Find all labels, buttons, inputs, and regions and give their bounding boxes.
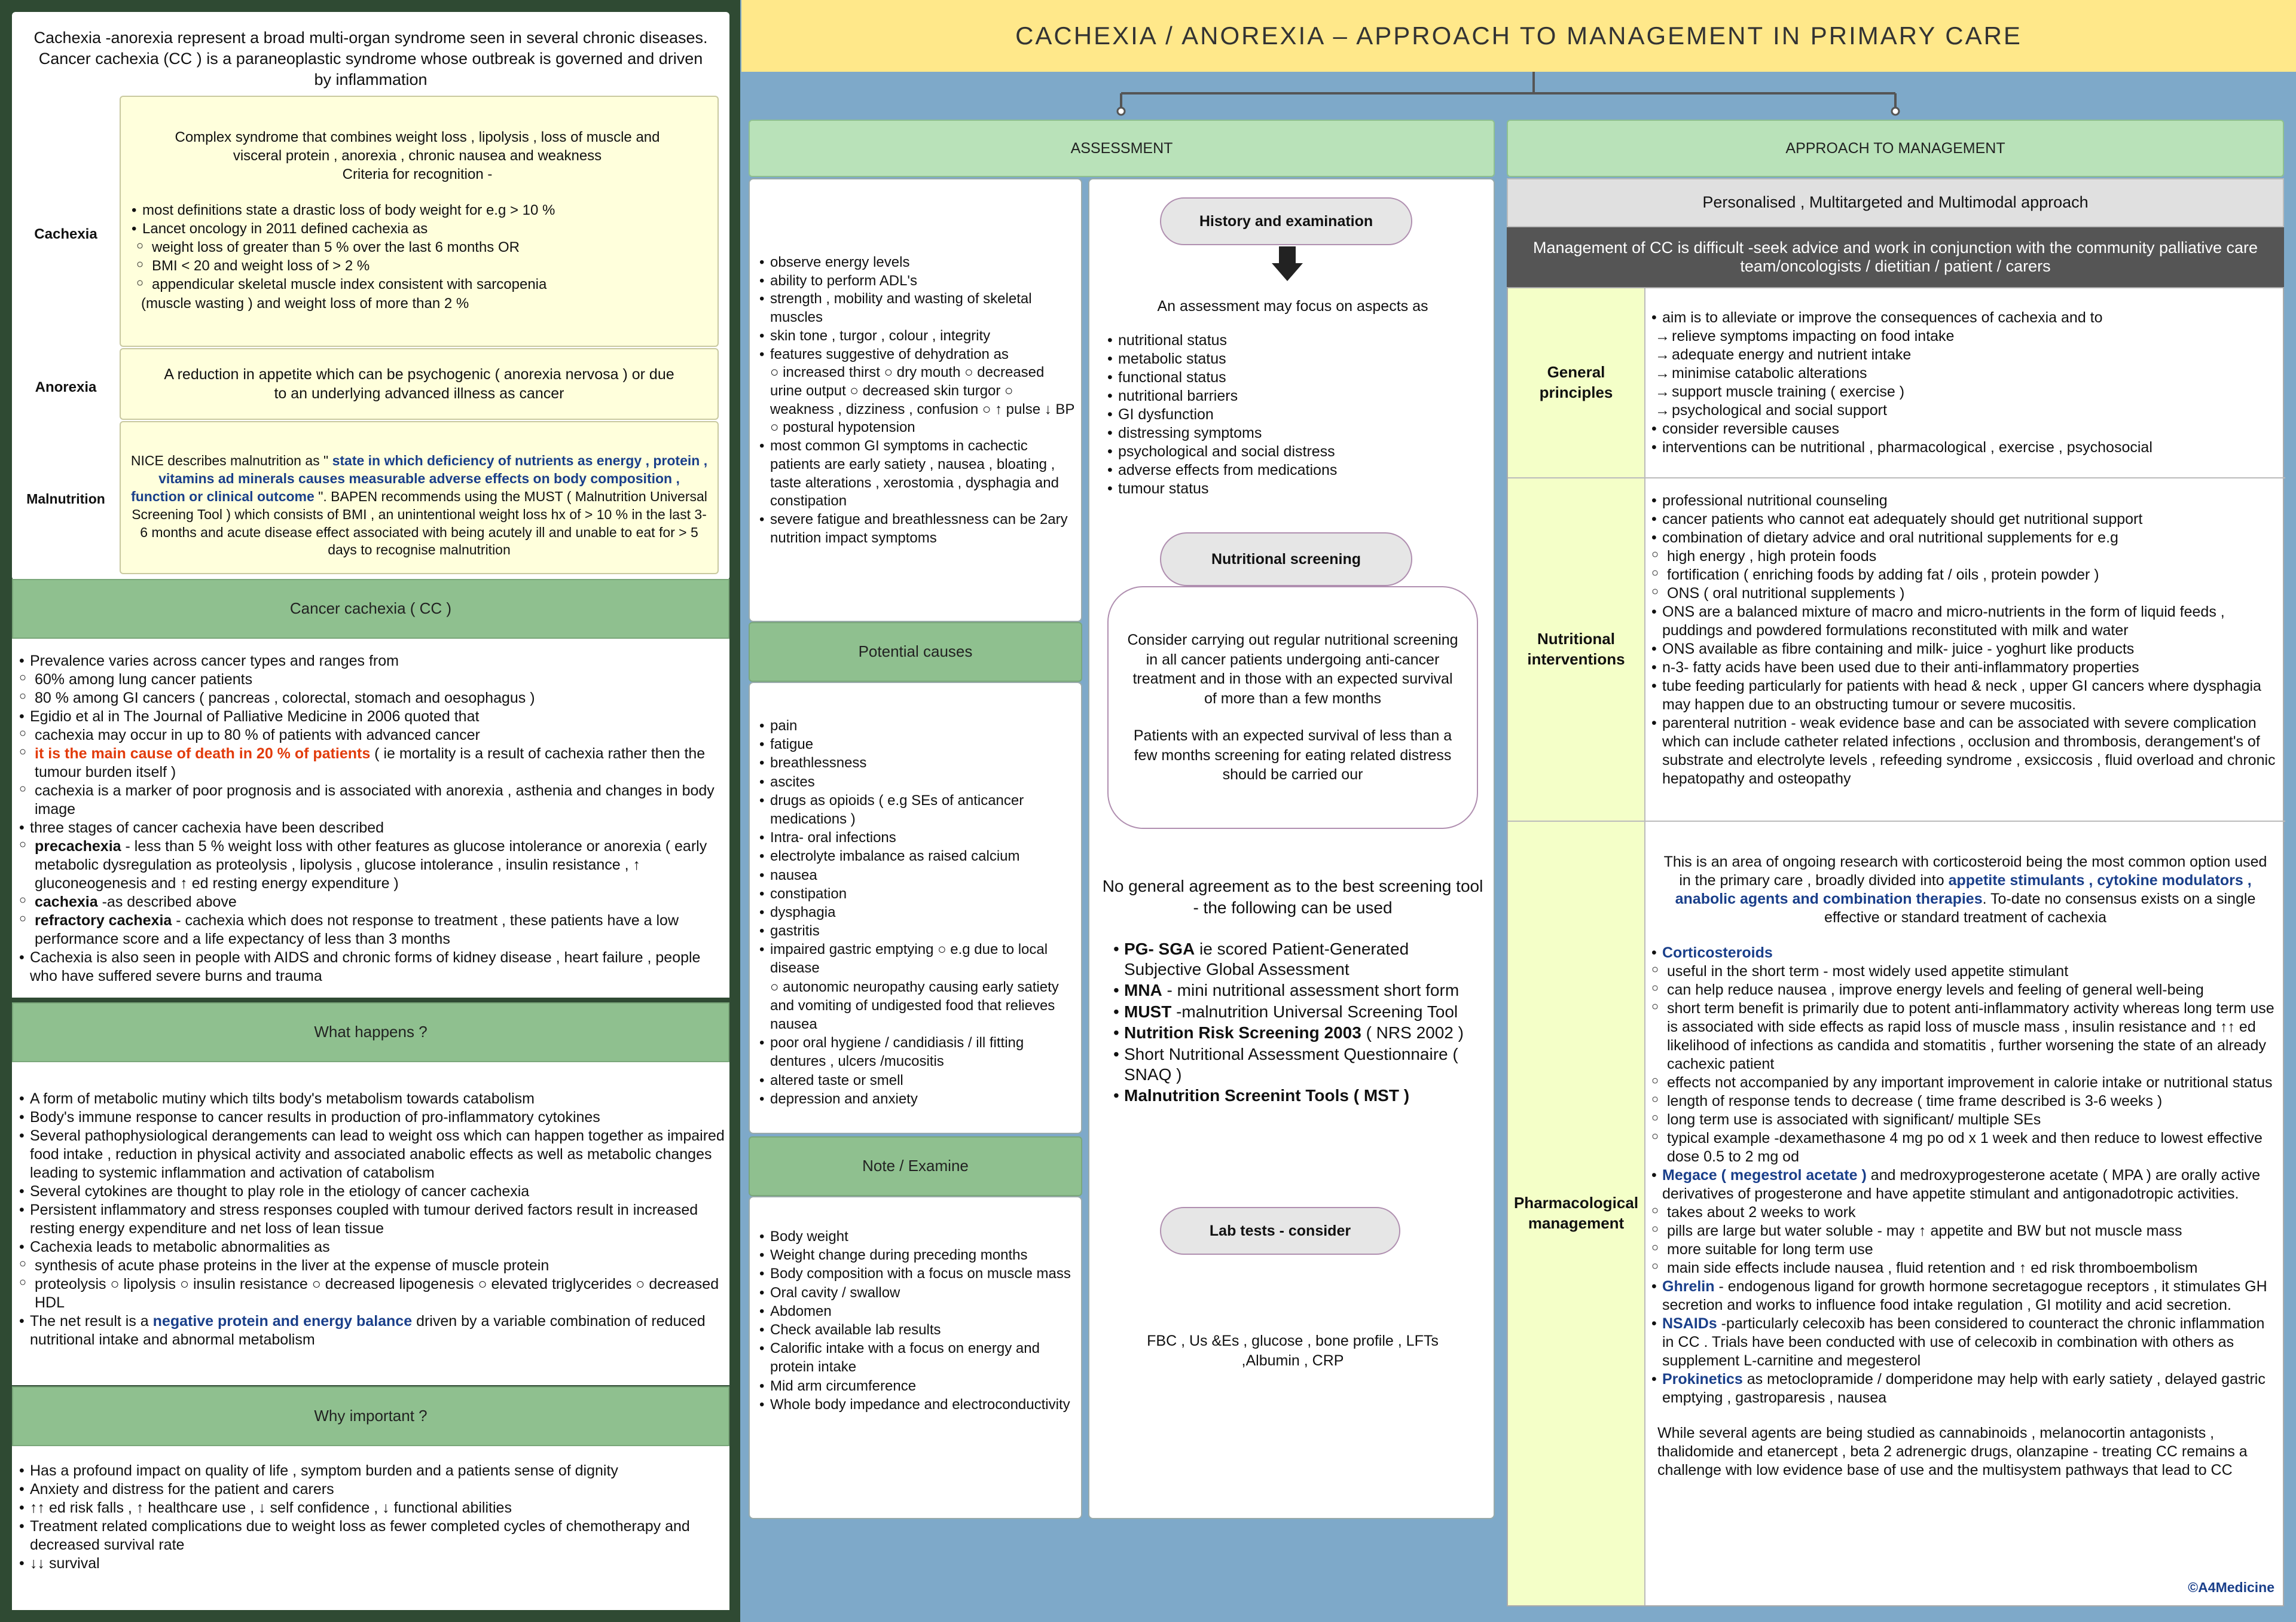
- pharmacological-body: [1651, 853, 2279, 1480]
- cause-item: • fatigue: [759, 735, 1076, 754]
- note-item: • Oral cavity / swallow: [759, 1283, 1076, 1302]
- page-title: CACHEXIA / ANOREXIA – APPROACH TO MANAGEMENT IN PRIMARY CARE: [1015, 21, 2022, 50]
- pm-item: • Prokinetics as metoclopramide / domperidone may help with early satiety , delayed gastric emptying , gastroparesis , nausea: [1651, 1370, 2279, 1407]
- pm-item: • Megace ( megestrol acetate ) and medroxyprogesterone acetate ( MPA ) are orally active derivatives of progesterone and have appetite stimulant and antigonadotropic activities.: [1651, 1166, 2279, 1203]
- ni-sub: ○ ONS ( oral nutritional supplements ): [1651, 584, 2279, 603]
- ni-item: • professional nutritional counseling: [1651, 492, 2279, 510]
- cs-sub: ○ useful in the short term - most widely used appetite stimulant: [1651, 962, 2279, 981]
- tool-item: • Short Nutritional Assessment Questionnaire ( SNAQ ): [1113, 1044, 1478, 1084]
- cs-sub: ○ short term benefit is primarily due to potent anti-inflammatory activity whereas long term use is associated with side effects as rapid loss of muscle mass , insulin resistance and ↑↑ ed likelihood of infections as candida and stomatitis , further worsening the state of an already cachexic patient: [1651, 999, 2279, 1074]
- cause-item: • breathlessness: [759, 754, 1076, 772]
- observe-item: • observe energy levels: [759, 254, 1076, 272]
- observe-item: • most common GI symptoms in cachectic patients are early satiety , nausea , bloating , taste alterations , xerostomia , dysphagia and constipation: [759, 437, 1076, 511]
- wh-bullet: • Persistent inflammatory and stress responses coupled with tumour derived factors result in increased resting energy expenditure and net loss of lean tissue: [19, 1201, 725, 1238]
- observe-box: [749, 178, 1082, 622]
- cs-sub: ○ typical example -dexamethasone 4 mg po od x 1 week and then reduce to lowest effective dose 0.5 to 2 mg od: [1651, 1129, 2279, 1166]
- pm-item: • Corticosteroids: [1651, 944, 2279, 962]
- tool-item: • MNA - mini nutritional assessment short form: [1113, 980, 1478, 1001]
- cc-bullet: • three stages of cancer cachexia have been described: [19, 819, 725, 837]
- note-item: • Body weight: [759, 1227, 1076, 1246]
- cs-sub: ○ length of response tends to decrease ( time frame described is 3-6 weeks ): [1651, 1092, 2279, 1111]
- cachexia-sub: ○ BMI < 20 and weight loss of > 2 %: [136, 257, 703, 275]
- cachexia-sub: ○ weight loss of greater than 5 % over the last 6 months OR: [136, 238, 703, 257]
- ni-item: • combination of dietary advice and oral nutritional supplements for e.g: [1651, 529, 2279, 547]
- cs-sub: ○ long term use is associated with significant/ multiple SEs: [1651, 1111, 2279, 1129]
- wh-sub: ○ synthesis of acute phase proteins in the liver at the expense of muscle protein: [19, 1257, 725, 1275]
- cachexia-criteria: Criteria for recognition -: [342, 166, 493, 183]
- cause-item: • impaired gastric emptying ○ e.g due to local disease: [759, 940, 1076, 977]
- ni-item: • ONS are a balanced mixture of macro and micro-nutrients in the form of liquid feeds , puddings and powdered formulations reconstituted with milk and water: [1651, 603, 2279, 640]
- note-list: [759, 1227, 1076, 1414]
- management-table: [1507, 287, 2284, 1606]
- cause-item: • electrolyte imbalance as raised calcium: [759, 847, 1076, 865]
- general-principles-body: [1651, 309, 2279, 457]
- cc-sub: ○ 60% among lung cancer patients: [19, 670, 725, 689]
- cause-item: • pain: [759, 717, 1076, 735]
- cause-item: • altered taste or smell: [759, 1071, 1076, 1090]
- aspect-item: • psychological and social distress: [1107, 443, 1478, 461]
- wi-bullet: • ↑↑ ed risk falls , ↑ healthcare use , ↓ self confidence , ↓ functional abilities: [19, 1499, 725, 1517]
- what-happens-body: [19, 1090, 725, 1349]
- pm-item: • NSAIDs -particularly celecoxib has been considered to counteract the chronic inflammation in CC . Trials have been conducted with use of celecoxib in combination with others as supplement L-carnitine and megesterol: [1651, 1315, 2279, 1370]
- pharmacological-label: Pharmacological management: [1508, 822, 1645, 1605]
- cc-sub: ○ precachexia - less than 5 % weight loss with other features as glucose intolerance or anorexia ( early metabolic dysregulation as proteolysis , lipolysis , glucose intolerance , insulin resistance , ↑ gluconeogenesis and ↑ ed resting energy expenditure ): [19, 837, 725, 893]
- tool-item: • MUST -malnutrition Universal Screening Tool: [1113, 1002, 1478, 1022]
- ni-sub: ○ high energy , high protein foods: [1651, 547, 2279, 566]
- note-item: • Whole body impedance and electroconductivity: [759, 1395, 1076, 1414]
- focus-text: An assessment may focus on aspects as: [1157, 298, 1428, 315]
- intro-text: Cachexia -anorexia represent a broad multi-organ syndrome seen in several chronic diseases. Cancer cachexia (CC ) is a paraneoplastic syndrome whose outbreak is governed and driven by inflammation: [33, 29, 708, 89]
- cause-item: • ascites: [759, 773, 1076, 791]
- ni-item: • ONS available as fibre containing and milk- juice - yoghurt like products: [1651, 640, 2279, 658]
- cancer-cachexia-body: [19, 652, 725, 986]
- cancer-cachexia-panel: [12, 579, 729, 998]
- wi-bullet: • Has a profound impact on quality of life , symptom burden and a patients sense of dignity: [19, 1462, 725, 1480]
- cs-sub: ○ can help reduce nausea , improve energy levels and feeling of general well-being: [1651, 981, 2279, 999]
- history-screening-box: [1088, 178, 1495, 1519]
- wh-bullet: • Body's immune response to cancer results in production of pro-inflammatory cytokines: [19, 1108, 725, 1127]
- gp-item: • interventions can be nutritional , pharmacological , exercise , psychosocial: [1651, 438, 2279, 457]
- note-item: • Mid arm circumference: [759, 1377, 1076, 1395]
- mg-sub: ○ takes about 2 weeks to work: [1651, 1203, 2279, 1222]
- observe-item: • skin tone , turgor , colour , integrity: [759, 327, 1076, 346]
- screening-text-2: Patients with an expected survival of less than a few months screening for eating related distress should be carried our: [1133, 727, 1452, 783]
- ni-item: • parenteral nutrition - weak evidence base and can be associated with severe complication which can include catheter related infections , occlusion and thrombosis, derangement's of substrate and electrolyte levels , refeeding syndrome , exsiccosis , fluid overload and chronic hepatopathy and osteopathy: [1651, 714, 2279, 788]
- no-agreement-text: No general agreement as to the best screening tool - the following can be used: [1102, 877, 1483, 917]
- wh-bullet: • The net result is a negative protein and energy balance driven by a variable combination of reduced nutritional intake and abnormal metabolism: [19, 1312, 725, 1349]
- copyright: ©A4Medicine: [2188, 1580, 2274, 1596]
- cause-item: • poor oral hygiene / candidiasis / ill fitting dentures , ulcers /mucositis: [759, 1033, 1076, 1071]
- note-item: • Body composition with a focus on muscle mass: [759, 1264, 1076, 1283]
- observe-items: [759, 254, 1076, 364]
- tool-item: • Malnutrition Screenint Tools ( MST ): [1113, 1086, 1478, 1106]
- gp-arrow-item: → adequate energy and nutrient intake: [1651, 346, 2279, 364]
- wh-bullet: • Cachexia leads to metabolic abnormalities as: [19, 1238, 725, 1257]
- gp-arrow-item: → minimise catabolic alterations: [1651, 364, 2279, 383]
- wi-bullet: • Anxiety and distress for the patient and carers: [19, 1480, 725, 1499]
- assessment-header: ASSESSMENT: [749, 120, 1495, 177]
- cc-sub: ○ cachexia is a marker of poor prognosis and is associated with anorexia , asthenia and changes in body image: [19, 782, 725, 819]
- malnutrition-text: NICE describes malnutrition as " state in which deficiency of nutrients as energy , protein , vitamins ad minerals causes measurable adverse effects on body composition , function or clinical outcome ". BAPEN recommends using the MUST ( Malnutrition Universal Screening Tool ) which consists of BMI , an unintentional weight loss hx of > 10 % in the last 3-6 months and acute disease effect associated with being acutely ill and unable to eat for > 5 days to recognise malnutrition: [130, 453, 708, 558]
- cc-sub: ○ 80 % among GI cancers ( pancreas , colorectal, stomach and oesophagus ): [19, 689, 725, 708]
- lab-tests-text: FBC , Us &Es , glucose , bone profile , LFTs ,Albumin , CRP: [1147, 1333, 1439, 1369]
- cause-item: • nausea: [759, 866, 1076, 885]
- cachexia-sub-cont: (muscle wasting ) and weight loss of more than 2 %: [141, 295, 469, 312]
- aspect-item: • adverse effects from medications: [1107, 461, 1478, 480]
- malnutrition-label: Malnutrition: [26, 491, 105, 507]
- screening-box: [1107, 586, 1478, 829]
- cause-item: • constipation: [759, 885, 1076, 903]
- wh-bullet: • Several pathophysiological derangements can lead to weight oss which can happen together as impaired food intake , reduction in physical activity and associated anabolic effects as well as metabolic changes leading to systemic inflammation and activation of catabolism: [19, 1127, 725, 1182]
- cause-item: • Intra- oral infections: [759, 828, 1076, 847]
- note-examine-header: Note / Examine: [749, 1136, 1082, 1196]
- note-item: • Check available lab results: [759, 1321, 1076, 1339]
- management-header: APPROACH TO MANAGEMENT: [1507, 120, 2284, 177]
- title-connector: [741, 72, 2296, 120]
- cachexia-definition-box: [120, 96, 719, 347]
- lab-tests-oval: Lab tests - consider: [1160, 1207, 1400, 1255]
- gp-arrow-item: → support muscle training ( exercise ): [1651, 383, 2279, 401]
- aspect-item: • tumour status: [1107, 480, 1478, 498]
- cause-item: • drugs as opioids ( e.g SEs of anticancer medications ): [759, 791, 1076, 828]
- aspect-item: • nutritional barriers: [1107, 387, 1478, 406]
- aspect-item: • nutritional status: [1107, 331, 1478, 350]
- observe-list: [759, 254, 1076, 548]
- cause-item: • gastritis: [759, 922, 1076, 940]
- why-important-panel: [12, 1386, 729, 1610]
- aspects-list: [1107, 331, 1478, 498]
- cc-sub: ○ cachexia -as described above: [19, 893, 725, 911]
- observe-item: • ability to perform ADL's: [759, 272, 1076, 291]
- causes-list: [759, 717, 1076, 1108]
- potential-causes-header: Potential causes: [749, 622, 1082, 682]
- cc-bullet: • Cachexia is also seen in people with AIDS and chronic forms of kidney disease , heart failure , people who have suffered severe burns and trauma: [19, 949, 725, 986]
- history-oval: History and examination: [1160, 197, 1412, 245]
- nutritional-interventions-body: [1651, 492, 2279, 788]
- ni-item: • n-3- fatty acids have been used due to their anti-inflammatory properties: [1651, 658, 2279, 677]
- ni-item: • tube feeding particularly for patients with head & neck , upper GI cancers where dysphagia may happen due to an obstructing tumour or severe mucositis.: [1651, 677, 2279, 714]
- general-principles-label: General principles: [1508, 288, 1645, 477]
- cc-bullet: • Prevalence varies across cancer types and ranges from: [19, 652, 725, 670]
- pm-item: • Ghrelin - endogenous ligand for growth hormone secretagogue receptors , it stimulates GH secretion and works to influence food intake regulation , GI motility and acid secretion.: [1651, 1278, 2279, 1315]
- pm-conclusion: While several agents are being studied as cannabinoids , melanocortin antagonists , thalidomide and etanercept , beta 2 adrenergic drugs, olanzapine - treating CC remains a challenge with low evidence base of use and the multisystem pathways that lead to CC: [1657, 1425, 2248, 1478]
- wh-bullet: • Several cytokines are thought to play role in the etiology of cancer cachexia: [19, 1182, 725, 1201]
- wh-sub: ○ proteolysis ○ lipolysis ○ insulin resistance ○ decreased lipogenesis ○ elevated triglycerides ○ decreased HDL: [19, 1275, 725, 1312]
- aspect-item: • distressing symptoms: [1107, 424, 1478, 443]
- note-item: • Weight change during preceding months: [759, 1246, 1076, 1264]
- screening-text-1: Consider carrying out regular nutritional screening in all cancer patients undergoing anti-cancer treatment and in those with an expected survival of more than a few months: [1127, 632, 1458, 707]
- management-advice: Management of CC is difficult -seek advice and work in conjunction with the community palliative care team/oncologists / dietitian / patient / carers: [1532, 238, 2258, 275]
- aspect-item: • metabolic status: [1107, 350, 1478, 368]
- gp-arrow-item: → relieve symptoms impacting on food intake: [1651, 327, 2279, 346]
- management-approach: Personalised , Multitargeted and Multimodal approach: [1702, 193, 2089, 212]
- management-sub-banner: [1507, 178, 2284, 227]
- cachexia-sub: ○ appendicular skeletal muscle index consistent with sarcopenia: [136, 275, 703, 294]
- why-important-body: [19, 1462, 725, 1573]
- pm-intro: This is an area of ongoing research with corticosteroid being the most common option used in the primary care , broadly divided into appetite stimulants , cytokine modulators , anabolic agents and combination therapies. To-date no consensus exists on a single effective or standard treatment of cachexia: [1663, 853, 2267, 926]
- aspect-item: • GI dysfunction: [1107, 406, 1478, 424]
- observe-item: • strength , mobility and wasting of skeletal muscles: [759, 290, 1076, 327]
- observe-item: • features suggestive of dehydration as: [759, 346, 1076, 364]
- note-box: [749, 1196, 1082, 1519]
- gp-item: • aim is to alleviate or improve the consequences of cachexia and to: [1651, 309, 2279, 327]
- down-arrow-icon: [1271, 246, 1304, 282]
- ni-sub: ○ fortification ( enriching foods by adding fat / oils , protein powder ): [1651, 566, 2279, 584]
- wi-bullet: • ↓↓ survival: [19, 1554, 725, 1573]
- note-item: • Abdomen: [759, 1302, 1076, 1321]
- mg-sub: ○ more suitable for long term use: [1651, 1240, 2279, 1259]
- anorexia-box: [120, 348, 719, 420]
- wh-bullet: • A form of metabolic mutiny which tilts body's metabolism towards catabolism: [19, 1090, 725, 1108]
- cachexia-label: Cachexia: [34, 226, 97, 242]
- cause-sub: ○ autonomic neuropathy causing early satiety and vomiting of undigested food that relieves nausea: [770, 978, 1059, 1032]
- cc-sub: ○ refractory cachexia - cachexia which does not response to treatment , these patients have a low performance score and a life expectancy of less than 3 months: [19, 911, 725, 949]
- cause-item: • dysphagia: [759, 903, 1076, 922]
- cachexia-intro: Complex syndrome that combines weight loss , lipolysis , loss of muscle and visceral protein , anorexia , chronic nausea and weakness: [175, 129, 660, 164]
- why-important-header: Why important ?: [12, 1386, 729, 1446]
- mg-sub: ○ pills are large but water soluble - may ↑ appetite and BW but not muscle mass: [1651, 1222, 2279, 1240]
- nutritional-interventions-label: Nutritional interventions: [1508, 478, 1645, 821]
- cs-sub: ○ effects not accompanied by any important improvement in calorie intake or nutritional status: [1651, 1074, 2279, 1092]
- cachexia-bullet: • Lancet oncology in 2011 defined cachexia as: [132, 219, 703, 238]
- dehydration-features: ○ increased thirst ○ dry mouth ○ decreased urine output ○ decreased skin turgor ○ weakness , dizziness , confusion ○ ↑ pulse ↓ BP ○ postural hypotension: [770, 364, 1074, 436]
- management-dark-banner: [1507, 227, 2284, 287]
- cc-sub: ○ cachexia may occur in up to 80 % of patients with advanced cancer: [19, 726, 725, 745]
- tool-item: • Nutrition Risk Screening 2003 ( NRS 2002 ): [1113, 1023, 1478, 1043]
- nutritional-screening-oval: Nutritional screening: [1160, 532, 1412, 586]
- mg-sub: ○ main side effects include nausea , fluid retention and ↑ ed risk thromboembolism: [1651, 1259, 2279, 1278]
- malnutrition-box: [120, 421, 719, 574]
- gp-item: • consider reversible causes: [1651, 420, 2279, 438]
- cancer-cachexia-header: Cancer cachexia ( CC ): [12, 579, 729, 639]
- definitions-panel: [12, 12, 729, 580]
- what-happens-header: What happens ?: [12, 1002, 729, 1062]
- observe-item: • severe fatigue and breathlessness can be 2ary nutrition impact symptoms: [759, 511, 1076, 547]
- causes-box: [749, 682, 1082, 1134]
- anorexia-label: Anorexia: [35, 379, 97, 395]
- gp-arrow-item: → psychological and social support: [1651, 401, 2279, 420]
- aspect-item: • functional status: [1107, 368, 1478, 387]
- cachexia-bullet: • most definitions state a drastic loss of body weight for e.g > 10 %: [132, 201, 703, 219]
- tool-item: • PG- SGA ie scored Patient-Generated Subjective Global Assessment: [1113, 939, 1478, 979]
- note-item: • Calorific intake with a focus on energy and protein intake: [759, 1339, 1076, 1376]
- anorexia-text: A reduction in appetite which can be psychogenic ( anorexia nervosa ) or due to an underlying advanced illness as cancer: [164, 365, 674, 402]
- cc-sub: ○ it is the main cause of death in 20 % of patients ( ie mortality is a result of cachexia rather then the tumour burden itself ): [19, 745, 725, 782]
- cc-bullet: • Egidio et al in The Journal of Palliative Medicine in 2006 quoted that: [19, 708, 725, 726]
- ni-item: • cancer patients who cannot eat adequately should get nutritional support: [1651, 510, 2279, 529]
- wi-bullet: • Treatment related complications due to weight loss as fewer completed cycles of chemotherapy and decreased survival rate: [19, 1517, 725, 1554]
- cause-item: • depression and anxiety: [759, 1090, 1076, 1108]
- screening-tools-list: [1113, 939, 1478, 1106]
- title-bar: [741, 0, 2296, 72]
- what-happens-panel: [12, 1002, 729, 1385]
